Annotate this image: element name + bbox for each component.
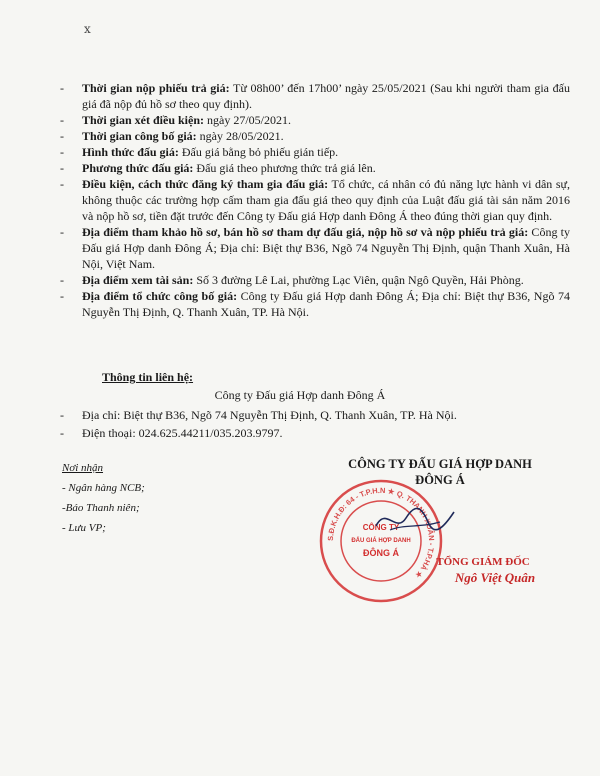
item-text: Công ty Đấu giá Hợp danh Đông Á; Địa chỉ: Biệt thự B36, Ngõ 74 Nguyễn Thị Định, quận Thanh Xuân, Hà Nội, Việt Nam. — [82, 225, 570, 271]
company-line1: CÔNG TY ĐẤU GIÁ HỢP DANH — [348, 457, 532, 471]
item-label: Địa điểm tham khảo hồ sơ, bán hồ sơ tham dự đấu giá, nộp hồ sơ và nộp phiếu trả giá: — [82, 225, 529, 239]
recipients-heading: Nơi nhận — [62, 462, 104, 474]
recipients-block — [62, 458, 145, 538]
seal-line2: ĐẤU GIÁ HỢP DANH — [351, 538, 411, 544]
seal-line1: CÔNG TY — [362, 523, 400, 532]
list-item: - Địa điểm tham khảo hồ sơ, bán hồ sơ tham dự đấu giá, nộp hồ sơ và nộp phiếu trả giá: Công ty Đấu giá Hợp danh Đông Á; Địa chỉ: Biệt thự B36, Ngõ 74 Nguyễn Thị Định, quận Thanh Xuân, Hà Nội, Việt Nam. — [60, 225, 570, 271]
item-label: Thời gian xét điều kiện: — [82, 113, 204, 127]
item-text: ngày 28/05/2021. — [196, 129, 284, 143]
list-item: - Địa điểm tổ chức công bố giá: Công ty Đấu giá Hợp danh Đông Á; Địa chỉ: Biệt thự B36, Ngõ 74 Nguyễn Thị Định, Q. Thanh Xuân, TP. Hà Nội. — [60, 289, 570, 319]
top-mark: ⅹ — [84, 22, 91, 36]
contact-company: Công ty Đấu giá Hợp danh Đông Á — [214, 388, 386, 402]
list-item: - Thời gian công bố giá: ngày 28/05/2021. — [60, 129, 284, 143]
list-item: - Điều kiện, cách thức đăng ký tham gia đấu giá: Tổ chức, cá nhân có đủ năng lực hành vi dân sự, không thuộc các trường hợp cấm tham gia đấu giá theo quy định của Luật đấu giá tài sản năm 2016 và nộp hồ sơ, tiền đặt trước đến Công ty Đấu giá Hợp danh Đông Á theo đúng thời gian quy định. — [60, 177, 571, 223]
recipient-item: -Báo Thanh niên; — [62, 502, 140, 514]
list-item: - Hình thức đấu giá: Đấu giá bằng bỏ phiếu gián tiếp. — [60, 145, 339, 159]
seal-line3: ĐÔNG Á — [363, 548, 399, 558]
item-text: Số 3 đường Lê Lai, phường Lạc Viên, quận Ngô Quyền, Hải Phòng. — [193, 273, 524, 287]
item-label: Thời gian nộp phiếu trả giá: — [82, 81, 230, 95]
recipient-item: - Lưu VP; — [62, 522, 106, 534]
item-text: Tổ chức, cá nhân có đủ năng lực hành vi dân sự, không thuộc các trường hợp cấm tham gia đấu giá theo quy định của Luật đấu giá tài sản năm 2016 và nộp hồ sơ, tiền đặt trước đến Công ty Đấu giá Hợp danh Đông Á theo đúng thời gian quy định. — [82, 177, 571, 223]
director-title: TỔNG GIÁM ĐỐC — [436, 556, 530, 568]
item-label: Địa điểm xem tài sản: — [82, 273, 194, 287]
item-label: Hình thức đấu giá: — [82, 145, 179, 159]
signature-scribble — [370, 500, 460, 540]
list-item: - Thời gian xét điều kiện: ngày 27/05/2021. — [60, 113, 291, 127]
item-text: Đấu giá theo phương thức trả giá lên. — [193, 161, 376, 175]
list-item: - Thời gian nộp phiếu trả giá: Từ 08h00’ đến 17h00’ ngày 25/05/2021 (Sau khi người tham gia đấu giá đã nộp đủ hồ sơ theo quy định). — [60, 81, 570, 111]
auction-details-list — [60, 80, 570, 320]
item-label: Phương thức đấu giá: — [82, 161, 194, 175]
contact-address: - Địa chỉ: Biệt thự B36, Ngõ 74 Nguyễn Thị Định, Q. Thanh Xuân, TP. Hà Nội. — [60, 408, 457, 422]
item-text: ngày 27/05/2021. — [204, 113, 291, 127]
contact-heading: Thông tin liên hệ: — [102, 370, 194, 384]
item-label: Địa điểm tổ chức công bố giá: — [82, 289, 238, 303]
company-line2: ĐÔNG Á — [415, 473, 465, 487]
contact-list — [60, 406, 570, 442]
list-item: - Địa điểm xem tài sản: Số 3 đường Lê Lai, phường Lạc Viên, quận Ngô Quyền, Hải Phòng. — [60, 273, 524, 287]
item-text: Đấu giá bằng bỏ phiếu gián tiếp. — [178, 145, 339, 159]
item-text: Từ 08h00’ đến 17h00’ ngày 25/05/2021 (Sau khi người tham gia đấu giá đã nộp đủ hồ sơ theo quy định). — [82, 81, 570, 111]
contact-phone: - Điện thoại: 024.625.44211/035.203.9797. — [60, 426, 283, 440]
item-text: Công ty Đấu giá Hợp danh Đông Á; Địa chỉ: Biệt thự B36, Ngõ 74 Nguyễn Thị Định, Q. Thanh Xuân, TP. Hà Nội. — [82, 289, 570, 319]
list-item: - Phương thức đấu giá: Đấu giá theo phương thức trả giá lên. — [60, 161, 376, 175]
item-label: Điều kiện, cách thức đăng ký tham gia đấu giá: — [82, 177, 329, 191]
seal-ring-text: S.Đ.K.H.Đ: 64 - T.P.H.N ★ Q. THANH XUÂN - T.P.HÀ ★ — [325, 485, 437, 580]
director-name: Ngô Việt Quân — [454, 570, 536, 585]
item-label: Thời gian công bố giá: — [82, 129, 197, 143]
recipient-item: - Ngân hàng NCB; — [62, 482, 145, 494]
